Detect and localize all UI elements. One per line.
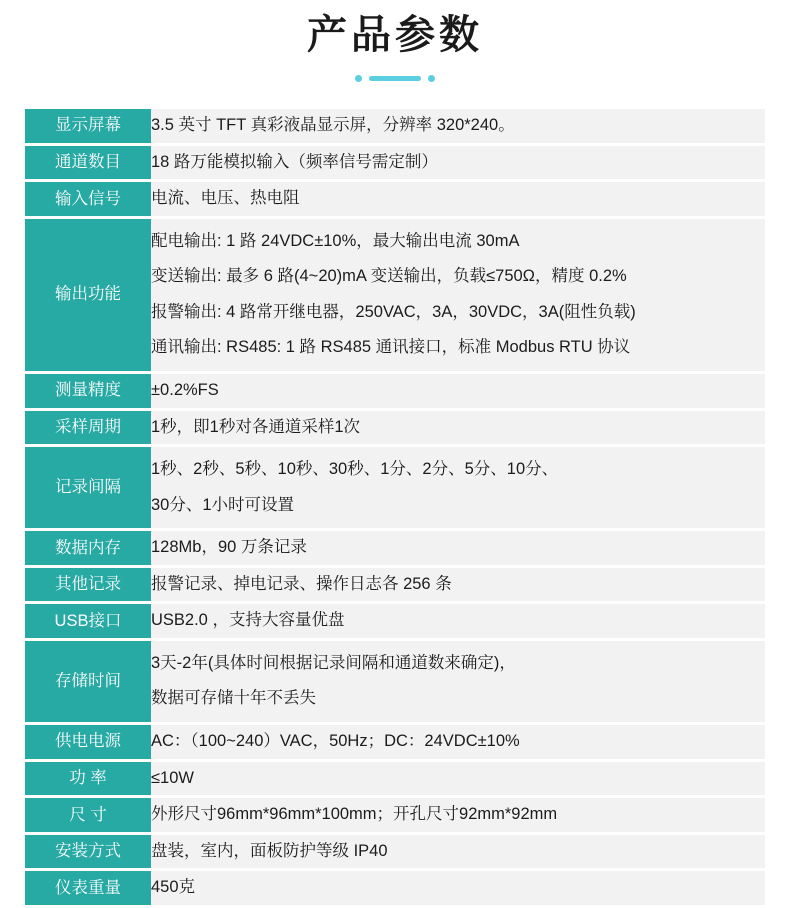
spec-value-line: ≤10W bbox=[151, 768, 194, 787]
specification-table bbox=[25, 106, 765, 908]
spec-value-line: 通讯输出: RS485: 1 路 RS485 通讯接口，标准 Modbus RTU 协议 bbox=[151, 338, 631, 357]
spec-label: 尺 寸 bbox=[25, 798, 151, 832]
table-row bbox=[25, 762, 765, 796]
spec-value-line: AC：（100~240）VAC，50Hz；DC：24VDC±10% bbox=[151, 732, 520, 750]
spec-label: 数据内存 bbox=[25, 531, 151, 565]
spec-value bbox=[151, 374, 765, 408]
spec-label: 安装方式 bbox=[25, 835, 151, 869]
spec-value-line: 报警记录、掉电记录、操作日志各 256 条 bbox=[151, 574, 452, 593]
table-row bbox=[25, 374, 765, 408]
spec-label: 功 率 bbox=[25, 762, 151, 796]
spec-label: 存储时间 bbox=[25, 641, 151, 722]
table-row bbox=[25, 219, 765, 371]
specification-table-body bbox=[25, 109, 765, 905]
spec-value-line: 3天-2年(具体时间根据记录间隔和通道数来确定)， bbox=[151, 653, 516, 672]
spec-label: 记录间隔 bbox=[25, 447, 151, 528]
spec-label: 通道数目 bbox=[25, 146, 151, 180]
spec-value bbox=[151, 762, 765, 796]
spec-value bbox=[151, 798, 765, 832]
spec-value bbox=[151, 447, 765, 528]
page-header bbox=[0, 0, 790, 82]
spec-value-line: 盘装，室内，面板防护等级 IP40 bbox=[151, 841, 388, 860]
spec-value bbox=[151, 219, 765, 371]
page-title: 产品参数 bbox=[307, 13, 483, 57]
spec-value bbox=[151, 109, 765, 143]
spec-value-line: 128Mb，90 万条记录 bbox=[151, 538, 307, 557]
spec-label: 输入信号 bbox=[25, 182, 151, 216]
table-row bbox=[25, 871, 765, 905]
spec-value-line: 报警输出: 4 路常开继电器，250VAC，3A，30VDC，3A(阻性负载) bbox=[151, 302, 636, 321]
table-row bbox=[25, 568, 765, 602]
table-row bbox=[25, 109, 765, 143]
spec-value-line: 3.5 英寸 TFT 真彩液晶显示屏，分辨率 320*240。 bbox=[151, 116, 515, 134]
spec-value bbox=[151, 641, 765, 722]
spec-value-line: 数据可存储十年不丢失 bbox=[151, 689, 316, 708]
spec-value-line: 1秒，即1秒对各通道采样1次 bbox=[151, 417, 361, 436]
spec-value bbox=[151, 835, 765, 869]
title-divider bbox=[325, 74, 465, 82]
spec-value bbox=[151, 182, 765, 216]
spec-value-line: 配电输出: 1 路 24VDC±10%，最大输出电流 30mA bbox=[151, 231, 520, 250]
table-row bbox=[25, 146, 765, 180]
spec-value-line: USB2.0 ，支持大容量优盘 bbox=[151, 611, 345, 630]
table-row bbox=[25, 641, 765, 722]
spec-label: 仪表重量 bbox=[25, 871, 151, 905]
spec-label: 采样周期 bbox=[25, 411, 151, 445]
table-row bbox=[25, 835, 765, 869]
spec-label: 其他记录 bbox=[25, 568, 151, 602]
spec-value-line: 450克 bbox=[151, 878, 196, 897]
spec-value-line: 电流、电压、热电阻 bbox=[151, 189, 300, 208]
spec-value bbox=[151, 146, 765, 180]
table-row bbox=[25, 447, 765, 528]
spec-value bbox=[151, 411, 765, 445]
spec-value bbox=[151, 604, 765, 638]
divider-dot-left bbox=[355, 75, 362, 82]
spec-value-line: ±0.2%FS bbox=[151, 380, 219, 399]
table-row bbox=[25, 182, 765, 216]
spec-value-line: 变送输出: 最多 6 路(4~20)mA 变送输出，负载≤750Ω，精度 0.2% bbox=[151, 267, 627, 286]
spec-value bbox=[151, 725, 765, 759]
spec-label: 显示屏幕 bbox=[25, 109, 151, 143]
table-row bbox=[25, 604, 765, 638]
spec-value-line: 外形尺寸96mm*96mm*100mm；开孔尺寸92mm*92mm bbox=[151, 805, 558, 824]
spec-value bbox=[151, 871, 765, 905]
spec-label: 输出功能 bbox=[25, 219, 151, 371]
table-row bbox=[25, 411, 765, 445]
spec-value-line: 18 路万能模拟输入（频率信号需定制） bbox=[151, 152, 438, 171]
spec-value-line: 30分、1小时可设置 bbox=[151, 495, 295, 514]
table-row bbox=[25, 531, 765, 565]
spec-label: 供电电源 bbox=[25, 725, 151, 759]
divider-dot-right bbox=[428, 75, 435, 82]
table-row bbox=[25, 725, 765, 759]
table-row bbox=[25, 798, 765, 832]
spec-value bbox=[151, 568, 765, 602]
spec-label: 测量精度 bbox=[25, 374, 151, 408]
divider-bar bbox=[369, 76, 421, 81]
spec-value bbox=[151, 531, 765, 565]
spec-value-line: 1秒、2秒、5秒、10秒、30秒、1分、2分、5分、10分、 bbox=[151, 460, 559, 479]
spec-label: USB接口 bbox=[25, 604, 151, 638]
